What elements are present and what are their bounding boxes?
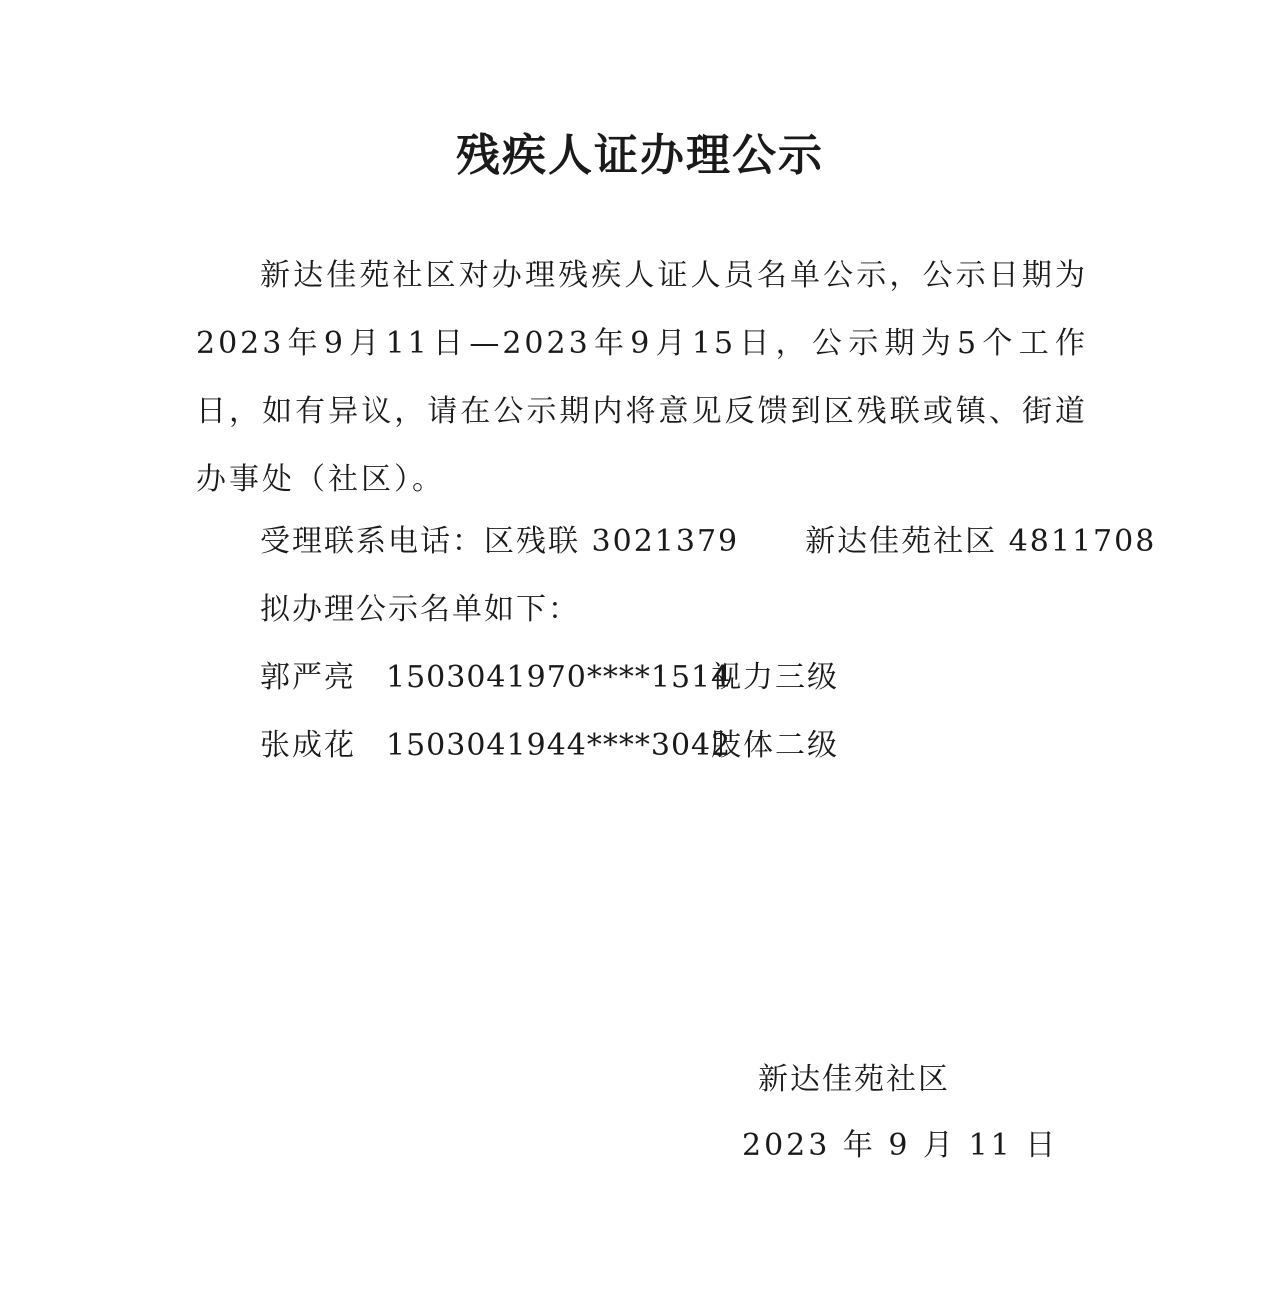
- applicant-row: [260, 724, 839, 768]
- applicant-row: [260, 656, 839, 700]
- signature-organization: 新达佳苑社区: [758, 1062, 950, 1097]
- announcement-paragraph: 新达佳苑社区对办理残疾人证人员名单公示，公示日期为2023年9月11日—2023年9月15日，公示期为5个工作日，如有异议，请在公示期内将意见反馈到区残联或镇、街道办事处（社区）。: [196, 258, 1088, 497]
- page-title: 残疾人证办理公示: [456, 130, 824, 181]
- contact-entry-community: 新达佳苑社区 4811708: [805, 524, 1157, 559]
- list-intro: 拟办理公示名单如下：: [260, 592, 580, 627]
- applicant-id-number: 1503041944****3042: [386, 728, 732, 763]
- applicant-category: 肢体二级: [711, 728, 839, 763]
- contact-label: 受理联系电话：: [260, 524, 484, 559]
- contact-entry-district-federation: 区残联 3021379: [484, 524, 740, 559]
- applicant-name: 郭严亮: [260, 660, 356, 695]
- applicant-name: 张成花: [260, 728, 356, 763]
- applicant-id-number: 1503041970****1514: [386, 660, 732, 695]
- signature-date: 2023 年 9 月 11 日: [742, 1128, 1059, 1163]
- contact-line: [260, 520, 1156, 564]
- applicant-category: 视力三级: [711, 660, 839, 695]
